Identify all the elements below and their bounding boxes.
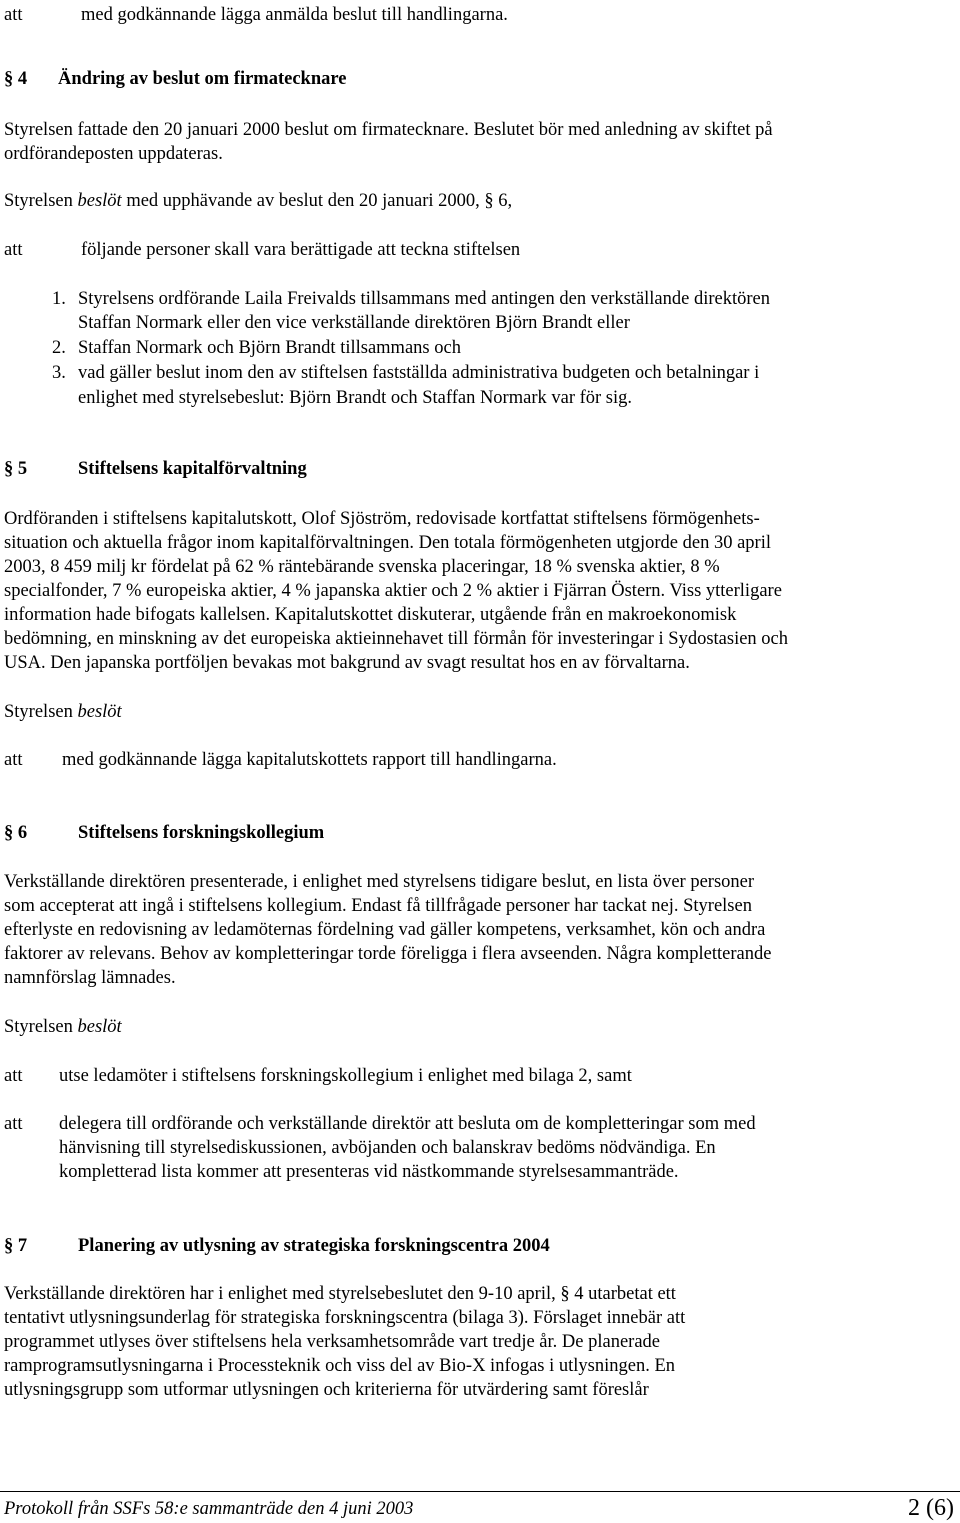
section-5-heading (4, 457, 307, 481)
section-title: Ändring av beslut om firmatecknare (58, 69, 347, 89)
decision-verb: beslöt (77, 191, 122, 211)
section-number: § 5 (4, 459, 28, 479)
paragraph-line: namnförslag lämnades. (4, 968, 176, 988)
decision-text: utse ledamöter i stiftelsens forskningskollegium i enlighet med bilaga 2, samt (59, 1066, 632, 1086)
paragraph-line: utlysningsgrupp som utformar utlysningen och kriterierna för utvärdering samt föreslår (4, 1380, 649, 1400)
decision-verb: beslöt (77, 702, 122, 722)
list-item-line: Staffan Normark eller den vice verkställande direktören Björn Brandt eller (78, 313, 630, 333)
decision-text: med godkännande lägga kapitalutskottets rapport till handlingarna. (62, 750, 557, 770)
footer-title: Protokoll från SSFs 58:e sammanträde den 4 juni 2003 (4, 1499, 414, 1519)
paragraph-line: Styrelsen fattade den 20 januari 2000 beslut om firmatecknare. Beslutet bör med anledning av skiftet på (4, 120, 773, 140)
paragraph-line: specialfonder, 7 % europeiska aktier, 4 % japanska aktier och 2 % aktier i Fjärran Östern. Viss ytterligare (4, 581, 782, 601)
att-label: att (4, 240, 23, 260)
att-label: att (4, 5, 23, 25)
paragraph-line: situation och aktuella frågor inom kapitalförvaltningen. Den totala förmögenheten utgjorde den 30 april (4, 533, 772, 553)
paragraph-line: Ordföranden i stiftelsens kapitalutskott, Olof Sjöström, redovisade kortfattat stiftelsens förmögenhets- (4, 509, 760, 529)
section-number: § 7 (4, 1236, 28, 1256)
section-title: Stiftelsens forskningskollegium (78, 823, 325, 843)
att-label: att (4, 1114, 23, 1134)
list-number: 3. (52, 363, 66, 383)
paragraph-line: efterlyste en redovisning av ledamöternas fördelning vad gäller kompetens, verksamhet, kön och andra (4, 920, 766, 940)
decision-subject: Styrelsen (4, 191, 73, 211)
section-number: § 6 (4, 823, 28, 843)
decision-subject: Styrelsen (4, 702, 73, 722)
decision-line (4, 700, 122, 724)
paragraph-line: 2003, 8 459 milj kr fördelat på 62 % räntebärande svenska placeringar, 18 % svenska aktier, 8 % (4, 557, 720, 577)
paragraph-line: programmet utlyses över stiftelsens hela verksamhetsområde vart tredje år. De planerade (4, 1332, 660, 1352)
decision-text: med godkännande lägga anmälda beslut till handlingarna. (81, 5, 508, 25)
decision-text: kompletterad lista kommer att presenteras vid nästkommande styrelsesammanträde. (59, 1162, 679, 1182)
list-number: 2. (52, 338, 66, 358)
decision-rest: med upphävande av beslut den 20 januari 2000, § 6, (126, 191, 513, 211)
att-label: att (4, 750, 23, 770)
paragraph-line: bedömning, en minskning av det europeiska aktieinnehavet till förmån för investeringar i Sydostasien och (4, 629, 789, 649)
list-item-line: Styrelsens ordförande Laila Freivalds tillsammans med antingen den verkställande direktören (78, 289, 771, 309)
footer-divider (0, 1491, 960, 1492)
decision-text: följande personer skall vara berättigade att teckna stiftelsen (81, 240, 521, 260)
section-4-heading (4, 67, 346, 91)
list-item-line: Staffan Normark och Björn Brandt tillsammans och (78, 338, 461, 358)
att-label: att (4, 1066, 23, 1086)
paragraph-line: tentativt utlysningsunderlag för strategiska forskningscentra (bilaga 3). Förslaget innebär att (4, 1308, 686, 1328)
decision-line (4, 189, 512, 213)
paragraph-line: som accepterat att ingå i stiftelsens kollegium. Endast få tillfrågade personer har tackat nej. Styrelsen (4, 896, 752, 916)
paragraph-line: faktorer av relevans. Behov av kompletteringar torde föreligga i flera avseenden. Några kompletterande (4, 944, 772, 964)
list-item-line: vad gäller beslut inom den av stiftelsen fastställda administrativa budgeten och betalningar i (78, 363, 760, 383)
section-7-heading (4, 1234, 550, 1258)
decision-line (4, 1015, 122, 1039)
decision-text: hänvisning till styrelsediskussionen, avböjanden och balanskrav bedöms nödvändiga. En (59, 1138, 716, 1158)
paragraph-line: information hade bifogats kallelsen. Kapitalutskottet diskuterar, utgående från en makroekonomisk (4, 605, 737, 625)
list-item-line: enlighet med styrelsebeslut: Björn Brandt och Staffan Normark var för sig. (78, 388, 633, 408)
paragraph-line: Verkställande direktören har i enlighet med styrelsebeslutet den 9-10 april, § 4 utarbetat ett (4, 1284, 676, 1304)
decision-subject: Styrelsen (4, 1017, 73, 1037)
list-number: 1. (52, 289, 66, 309)
page-number: 2 (6) (908, 1495, 954, 1521)
decision-verb: beslöt (77, 1017, 122, 1037)
section-title: Stiftelsens kapitalförvaltning (78, 459, 307, 479)
section-title: Planering av utlysning av strategiska forskningscentra 2004 (78, 1236, 550, 1256)
paragraph-line: ordförandeposten uppdateras. (4, 144, 223, 164)
paragraph-line: ramprogramsutlysningarna i Processteknik och viss del av Bio-X infogas i utlysningen. En (4, 1356, 676, 1376)
paragraph-line: Verkställande direktören presenterade, i enlighet med styrelsens tidigare beslut, en lista över personer (4, 872, 755, 892)
paragraph-line: USA. Den japanska portföljen bevakas mot bakgrund av svagt resultat hos en av förvaltarna. (4, 653, 690, 673)
section-6-heading (4, 821, 324, 845)
decision-text: delegera till ordförande och verkställande direktör att besluta om de kompletteringar som med (59, 1114, 756, 1134)
section-number: § 4 (4, 69, 28, 89)
